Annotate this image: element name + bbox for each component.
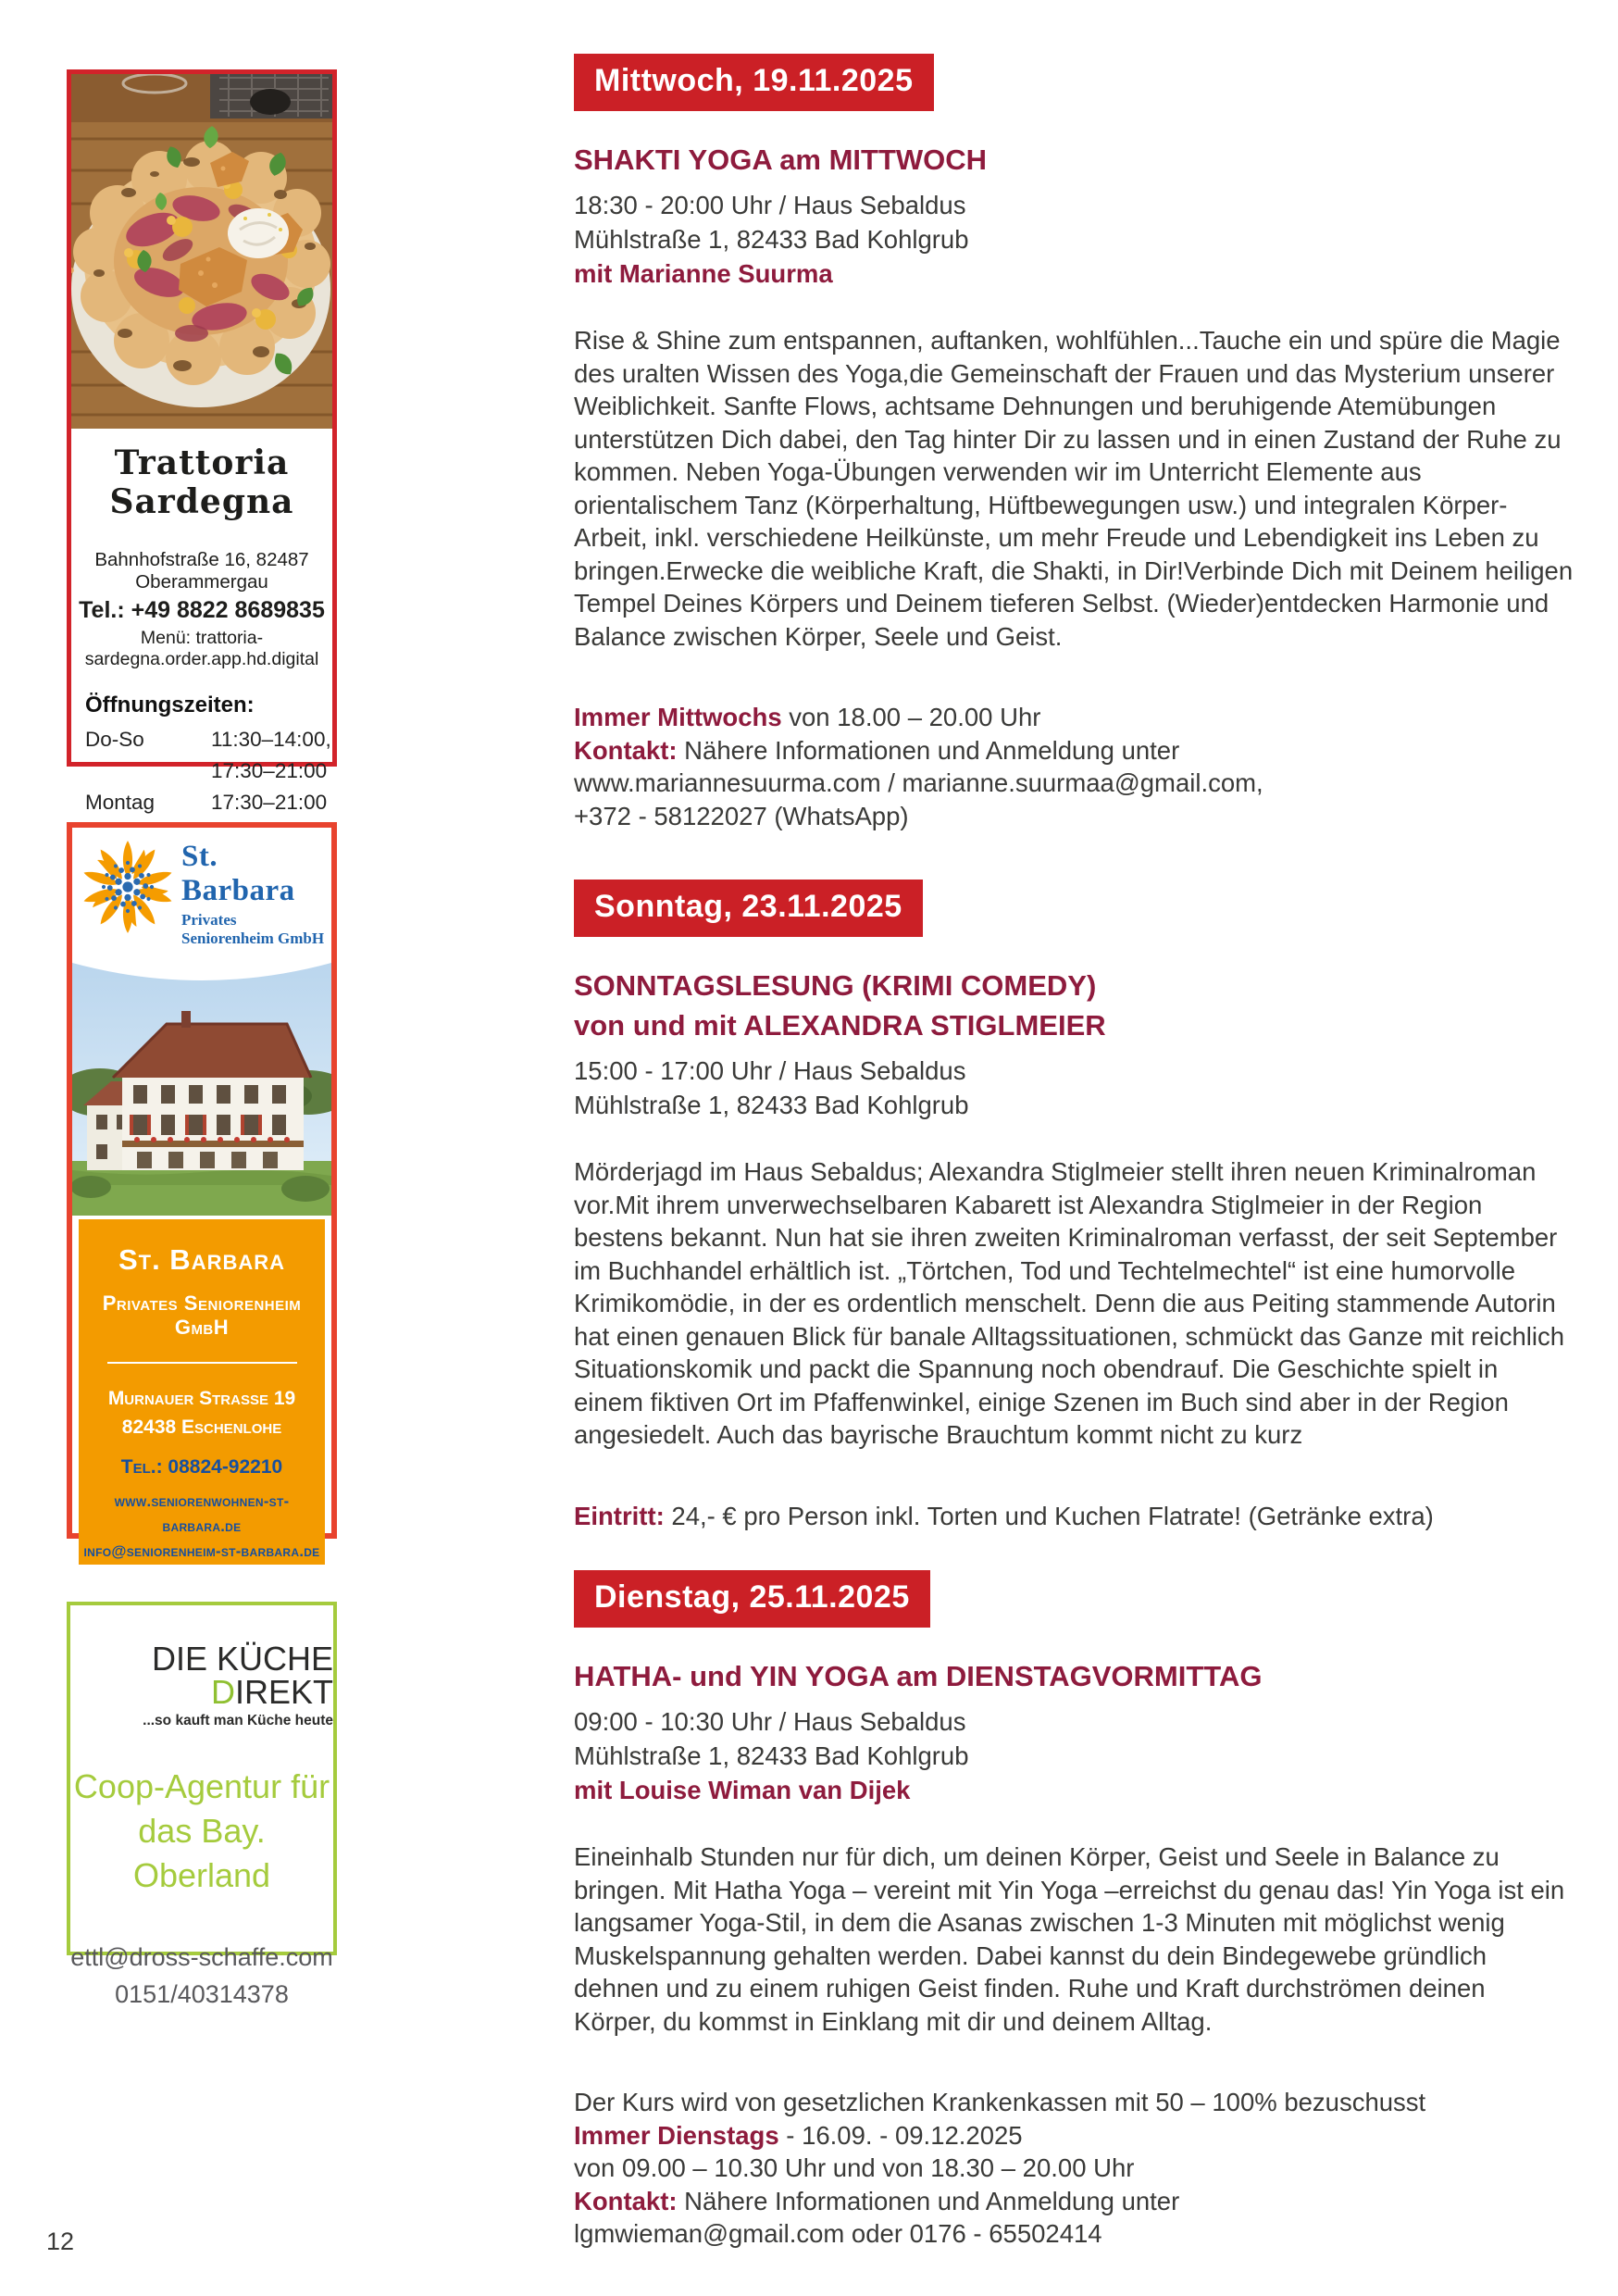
logo-text-1: DIE KÜCHE — [151, 1640, 333, 1678]
trattoria-title: Trattoria Sardegna — [109, 443, 294, 521]
event-info-line — [574, 2119, 1574, 2152]
event-info-lead: Eintritt: — [574, 1501, 665, 1530]
panel-title: St. Barbara — [118, 1243, 286, 1276]
event-title-line2: von und mit ALEXANDRA STIGLMEIER — [574, 1009, 1106, 1042]
barbara-phone: Tel.: 08824-92210 — [120, 1456, 283, 1478]
trattoria-menu-url: Menü: trattoria-sardegna.order.app.hd.digital — [84, 627, 319, 669]
event-time-location: 18:30 - 20:00 Uhr / Haus Sebaldus — [574, 191, 966, 219]
opening-hours-time: 17:30–21:00 — [211, 790, 328, 814]
logo-text-2: IREKT — [234, 1673, 333, 1711]
coop-line-2: das Bay. Oberland — [132, 1812, 271, 1894]
pizza-photo — [71, 74, 332, 429]
st-barbara-logo-subtitle: Privates Seniorenheim GmbH — [181, 910, 325, 947]
barbara-street: Murnauer Strasse 19 — [107, 1388, 296, 1409]
event-info-line — [574, 701, 1574, 734]
st-barbara-contact-panel — [79, 1219, 325, 1565]
event-sonntagslesung — [574, 880, 1574, 1532]
ad-kueche-direkt — [67, 1602, 337, 2008]
event-description: Eineinhalb Stunden nur für dich, um deinen Körper, Geist und Seele in Balance zu bringen. Mit Hatha Yoga – vereint mit Yin Yoga –erreichst du genau das! Yin Yoga ist ein langsamer Yoga-Stil, in dem die Asanas zwischen 1-3 Minuten mit möglichst wenig Muskelspannung gehalten werden. Dabei kannst du dein Bindegewebe gründlich dehnen und zu einem ruhigen Geist finden. Ruhe und Kraft durchströmen deinen Körper, du kommst in Einklang mit dir und deinem Alltag. — [574, 1842, 1565, 2036]
barbara-email: info@seniorenheim-st-barbara.de — [83, 1543, 320, 1560]
logo-green-d: D — [210, 1673, 235, 1711]
barbara-website: www.seniorenwohnen-st-barbara.de — [114, 1493, 290, 1535]
event-instructor: mit Louise Wiman van Dijek — [574, 1776, 911, 1804]
divider — [107, 1362, 297, 1364]
kueche-email: ettl@dross-schaffe.com — [70, 1943, 333, 1971]
event-info-text: 24,- € pro Person inkl. Torten und Kuchen Flatrate! (Getränke extra) — [664, 1501, 1434, 1530]
kueche-direkt-logo — [70, 1642, 333, 1728]
barbara-city: 82438 Eschenlohe — [121, 1416, 282, 1438]
event-info-line — [574, 734, 1574, 767]
event-info-line — [574, 2152, 1574, 2185]
event-info-text: lgmwieman@gmail.com oder 0176 - 65502414 — [574, 2219, 1102, 2248]
event-info-lead: Immer Mittwochs — [574, 703, 782, 731]
opening-hours-time: 11:30–14:00, 17:30–21:00 — [211, 727, 331, 782]
kueche-tagline: ...so kauft man Küche heute — [143, 1713, 333, 1728]
sunflower-logo-icon — [80, 839, 176, 948]
event-info-line — [574, 1500, 1574, 1533]
event-info-text: von 18.00 – 20.00 Uhr — [781, 703, 1041, 731]
opening-hours-day: Montag — [85, 790, 156, 814]
event-hatha-yin-yoga — [574, 1570, 1574, 2251]
event-date-banner: Dienstag, 25.11.2025 — [574, 1570, 930, 1628]
event-info-text: Der Kurs wird von gesetzlichen Krankenkassen mit 50 – 100% bezuschusst — [574, 2088, 1426, 2116]
trattoria-phone: Tel.: +49 8822 8689835 — [79, 596, 325, 623]
event-info-line — [574, 2086, 1574, 2119]
event-info-line — [574, 767, 1574, 800]
event-info-lead: Immer Dienstags — [574, 2120, 779, 2150]
event-date-banner: Sonntag, 23.11.2025 — [574, 880, 923, 937]
event-info-text: +372 - 58122027 (WhatsApp) — [574, 801, 909, 830]
event-shakti-yoga — [574, 54, 1574, 832]
event-info-text: www.mariannesuurma.com / marianne.suurmaa@gmail.com, — [574, 768, 1263, 797]
event-info-lines — [574, 1500, 1574, 1533]
opening-hours-heading: Öffnungszeiten: — [85, 692, 255, 718]
event-instructor: mit Marianne Suurma — [574, 259, 833, 288]
event-info-text: Nähere Informationen und Anmeldung unter — [677, 735, 1180, 765]
event-time-location: 09:00 - 10:30 Uhr / Haus Sebaldus — [574, 1707, 966, 1736]
event-info-lines — [574, 701, 1574, 832]
opening-hours-day: Do-So — [85, 727, 144, 751]
event-address: Mühlstraße 1, 82433 Bad Kohlgrub — [574, 1091, 969, 1119]
event-info-line — [574, 2185, 1574, 2218]
ad-trattoria-sardegna — [67, 69, 337, 814]
st-barbara-logo-row — [72, 828, 331, 955]
event-info-text: - 16.09. - 09.12.2025 — [778, 2120, 1023, 2150]
event-info-lead: Kontakt: — [574, 2186, 678, 2215]
kueche-phone: 0151/40314378 — [115, 1980, 289, 2008]
event-title: SONNTAGSLESUNG (KRIMI COMEDY) — [574, 969, 1097, 1002]
seniorenheim-photo — [72, 955, 331, 1216]
event-info-line — [574, 2217, 1574, 2251]
opening-hours-row — [85, 787, 332, 818]
event-info-text: Nähere Informationen und Anmeldung unter — [677, 2186, 1180, 2215]
opening-hours-row — [85, 724, 332, 787]
event-info-lead: Kontakt: — [574, 735, 678, 765]
ad-st-barbara — [67, 822, 337, 1560]
event-address: Mühlstraße 1, 82433 Bad Kohlgrub — [574, 225, 969, 254]
event-info-text: von 09.00 – 10.30 Uhr und von 18.30 – 20.00 Uhr — [574, 2153, 1135, 2182]
trattoria-address: Bahnhofstraße 16, 82487 Oberammergau — [94, 548, 309, 593]
event-time-location: 15:00 - 17:00 Uhr / Haus Sebaldus — [574, 1056, 966, 1085]
st-barbara-logo-title: St. Barbara — [181, 839, 295, 907]
event-date-banner: Mittwoch, 19.11.2025 — [574, 54, 934, 111]
panel-subtitle: Privates Seniorenheim GmbH — [102, 1292, 302, 1339]
event-info-line — [574, 800, 1574, 833]
page-number: 12 — [46, 2227, 75, 2255]
coop-line-1: Coop-Agentur für — [73, 1767, 330, 1805]
event-description: Mörderjagd im Haus Sebaldus; Alexandra Stiglmeier stellt ihren neuen Kriminalroman vor.Mit ihrem unverwechselbaren Kabarett ist Alexandra Stiglmeier in der Region bestens bekannt. Nun hat sie ihren zweiten Kriminalroman verfasst, der seit September im Buchhandel erhältlich ist. „Törtchen, Tod und Techtelmechtel“ ist eine humorvolle Krimikomödie, in der es ordentlich menschelt. Denn die aus Peiting stammende Autorin hat einen genauen Blick für banale Alltagssituationen, schmückt das Ganze mit reichlich Situationskomik und packt die Spannung noch obendrauf. Die Geschichte spielt in einem fiktiven Ort im Pfaffenwinkel, einige Szenen im Buch sind aber in der Region angesiedelt. Auch das bayrische Brauchtum kommt nicht zu kurz — [574, 1157, 1565, 1449]
event-description: Rise & Shine zum entspannen, auftanken, wohlfühlen...Tauche ein und spüre die Magie des uralten Wissen des Yoga,die Gemeinschaft der Frauen und das Mysterium unserer Weiblichkeit. Sanfte Flows, achtsame Dehnungen und beruhigende Atemübungen unterstützen Dich dabei, den Tag hinter Dir zu lassen und in einen Zustand der Ruhe zu kommen. Neben Yoga-Übungen verwenden wir im Unterricht Elemente aus orientalischem Tanz (Körperhaltung, Hüftbewegungen usw.) und integralen Körper-Arbeit, inkl. verschiedene Heilkünste, um mehr Freude und Lebendigkeit ins Leben zu bringen.Erwecke die weibliche Kraft, die Shakti, in Dir!Verbinde Dich mit Deinem heiligen Tempel Deines Körpers und Deinem tieferen Selbst. (Wieder)entdecken Harmonie und Balance zwischen Körper, Seele und Geist. — [574, 326, 1574, 651]
event-info-lines — [574, 2086, 1574, 2251]
event-address: Mühlstraße 1, 82433 Bad Kohlgrub — [574, 1741, 969, 1770]
event-title: HATHA- und YIN YOGA am DIENSTAGVORMITTAG — [574, 1660, 1263, 1692]
event-title: SHAKTI YOGA am MITTWOCH — [574, 144, 988, 176]
